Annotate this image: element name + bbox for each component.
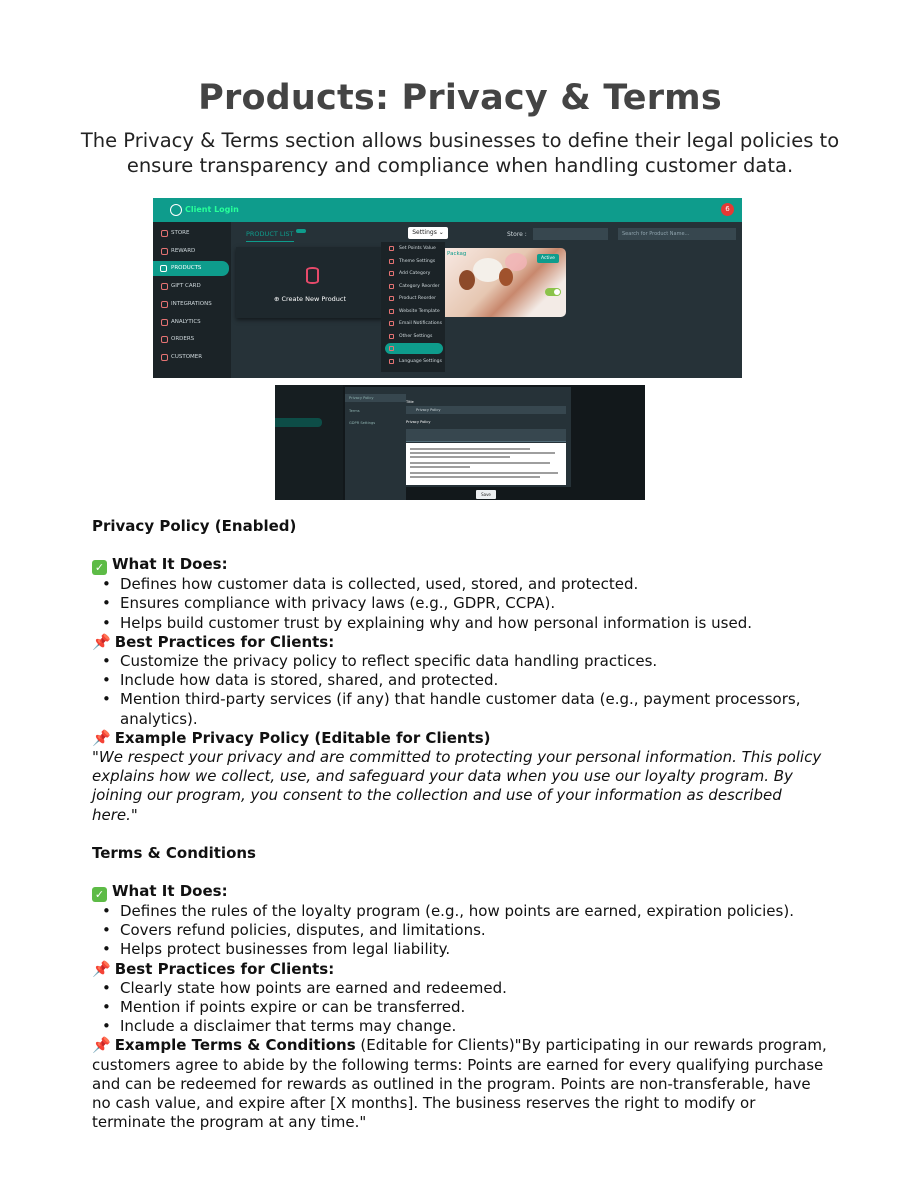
sidebar-item-integrations [158,297,228,312]
menu-icon [389,271,394,276]
spacer [92,825,832,844]
terms-what-list [92,902,832,960]
menu-icon [389,359,394,364]
user-icon [170,204,182,216]
terms-section-title: Terms & Conditions [92,843,256,862]
menu-item-label: Category Reorder [399,283,440,289]
sidebar-item [281,441,336,450]
menu-item [385,243,443,254]
menu-item-active [385,343,443,354]
privacy-example-text: "We respect your privacy and are committed to protecting your personal information. This policy explains how we collect, use, and safeguard your data when you use our loyalty program. By joining our program, you consent to the collection and use of your information as described here." [92,748,822,824]
page-title: Products: Privacy & Terms [198,78,722,118]
pin-icon: 📌 [92,728,111,747]
text-line [410,466,470,468]
text-line [410,462,550,464]
list-item: • Covers refund policies, disputes, and limitations. [92,921,832,940]
text-line [410,472,558,474]
heading-text: Best Practices for Clients: [114,632,335,651]
database-icon [306,267,319,284]
menu-item [385,306,443,317]
menu-icon [389,259,394,264]
settings-dropdown: Settings ⌄ [408,227,448,239]
text-line [410,476,540,478]
list-item: • Mention if points expire or can be transferred. [92,998,832,1017]
integrations-icon [161,301,168,308]
store-select [533,228,608,240]
editor-toolbar [406,429,566,442]
menu-item [385,256,443,267]
create-new-product-text: Create New Product [281,295,347,303]
sidebar-item-reward [158,244,228,259]
sidebar-item [281,463,336,472]
sidebar-item [281,430,336,439]
sidebar-item-analytics [158,315,228,330]
list-item: • Helps build customer trust by explaining why and how personal information is used. [92,614,832,633]
orders-icon [161,336,168,343]
list-item: • Include how data is stored, shared, and protected. [92,671,832,690]
sidebar-item-products [153,261,229,276]
menu-item-label: Product Reorder [399,296,436,301]
sidebar-item-customer [158,350,228,365]
menu-item-label: Other Settings [399,333,433,339]
sidebar-item [281,474,336,483]
sidebar-item-label: ANALYTICS [171,319,201,325]
sidebar-item [281,388,336,397]
menu-item-label: Website Template [399,308,440,314]
product-card-title: Packag [447,251,467,257]
text-line [410,452,555,454]
sidebar-item [281,398,336,407]
list-item: • Defines the rules of the loyalty program (e.g., how points are earned, expiration policies). [92,902,832,921]
check-icon: ✓ [92,887,107,902]
product-toggle [545,288,561,296]
heading-text: What It Does: [112,555,228,574]
terms-best-list [92,979,832,1037]
menu-item [385,318,443,329]
menu-item-label: Set Points Value [399,246,436,251]
product-card [445,248,566,317]
settings-menu [381,242,445,372]
policy-tabs [345,387,406,500]
product-image-shape [459,270,475,290]
text-line [410,448,530,450]
menu-item-label: Add Category [399,271,431,276]
privacy-best-heading [92,633,832,652]
list-item: • Helps protect businesses from legal liability. [92,940,832,959]
menu-item-label: Email Notifications [399,321,442,326]
sidebar-item [281,452,336,461]
text-line [410,456,510,458]
sidebar-item-label: GIFT CARD [171,283,201,289]
check-icon: ✓ [92,560,107,575]
product-list-tab: PRODUCT LIST [246,230,294,242]
terms-best-heading [92,960,832,979]
menu-icon [389,296,394,301]
client-login-label: Client Login [185,205,239,214]
sidebar-item-label: REWARD [171,248,196,254]
product-count-badge [296,229,306,233]
list-item: • Include a disclaimer that terms may change. [92,1017,832,1036]
pin-icon: 📌 [92,632,111,651]
policy-label: Privacy Policy [406,420,431,424]
sidebar [153,222,231,378]
products-icon [160,265,167,272]
analytics-icon [161,319,168,326]
sidebar-item-label: CUSTOMER [171,354,203,360]
sidebar-item-label: INTEGRATIONS [171,301,212,307]
privacy-editor-screenshot [275,385,645,500]
tab-privacy-policy: Privacy Policy [345,394,406,402]
sidebar-item [281,408,336,417]
title-label: Title [406,400,414,404]
terms-what-heading [92,882,832,902]
terms-example [92,1036,832,1132]
product-search-input: Search for Product Name... [618,228,736,240]
policy-text-editor [406,443,566,485]
create-product-card [236,247,384,318]
tab-terms: Terms [349,409,360,413]
menu-icon [389,246,394,251]
privacy-example-heading [92,729,832,748]
privacy-section-title: Privacy Policy (Enabled) [92,517,297,535]
notification-badge: 6 [721,203,734,216]
list-item: • Ensures compliance with privacy laws (e.g., GDPR, CCPA). [92,594,832,613]
privacy-best-list [92,652,832,729]
create-new-product-label: ⊕ Create New Product [273,295,347,303]
list-item: • Clearly state how points are earned and redeemed. [92,979,832,998]
app-header [153,198,742,222]
save-button: Save [476,490,496,499]
menu-item-label: Theme Settings [399,258,436,264]
store-label: Store : [507,231,527,238]
pin-icon: 📌 [92,959,111,978]
sidebar-item-orders [158,332,228,347]
sidebar-item-label: STORE [171,230,190,236]
heading-text: What It Does: [112,882,228,901]
menu-item [385,356,443,367]
menu-item [385,331,443,342]
heading-text: Best Practices for Clients: [114,959,335,978]
privacy-what-heading [92,555,832,575]
sidebar-item-gift-card [158,279,228,294]
page-subtitle: The Privacy & Terms section allows businesses to define their legal policies to ensure transparency and compliance when handling customer data. [80,129,840,177]
policy-editor-panel [406,387,571,487]
pin-icon: 📌 [92,1036,111,1055]
menu-item-label: Privacy & Terms [399,346,436,351]
list-item: • Customize the privacy policy to reflect specific data handling practices. [92,652,832,671]
menu-icon [389,284,394,289]
document-body [92,517,832,1132]
list-item: • Mention third-party services (if any) that handle customer data (e.g., payment processors, analytics). [92,690,832,728]
terms-example-text: (Editable for Clients)"By participating in our rewards program, customers agree to abide by the following terms: Points are earned for every qualifying purchase and can be redeemed for rewards as outlined in the program. Points are non-transferable, have no cash value, and expire after [X months]. The business reserves the right to modify or terminate the program at any time." [92,1036,827,1132]
store-icon [161,230,168,237]
menu-item [385,281,443,292]
heading-text: Example Privacy Policy (Editable for Clients) [114,728,491,747]
sidebar-item-store [158,226,228,241]
sidebar-item-label: ORDERS [171,336,195,342]
reward-icon [161,248,168,255]
menu-icon [389,321,394,326]
list-item: • Defines how customer data is collected, used, stored, and protected. [92,575,832,594]
sidebar-item-label: PRODUCTS [171,265,202,271]
customer-icon [161,354,168,361]
menu-icon [389,309,394,314]
menu-icon [389,346,394,351]
product-settings-screenshot [153,198,742,378]
tab-gdpr-settings: GDPR Settings [349,421,376,425]
menu-item-label: Language Settings [399,358,442,364]
product-image-shape [499,268,513,286]
sidebar [275,385,343,500]
menu-icon [389,334,394,339]
menu-item [385,268,443,279]
terms-example-heading: Example Terms & Conditions [114,1036,356,1055]
title-input: Privacy Policy [406,406,566,414]
menu-item [385,293,443,304]
product-status: Active [537,254,559,263]
gift-card-icon [161,283,168,290]
privacy-what-list [92,575,832,633]
sidebar-item-active [275,418,322,427]
